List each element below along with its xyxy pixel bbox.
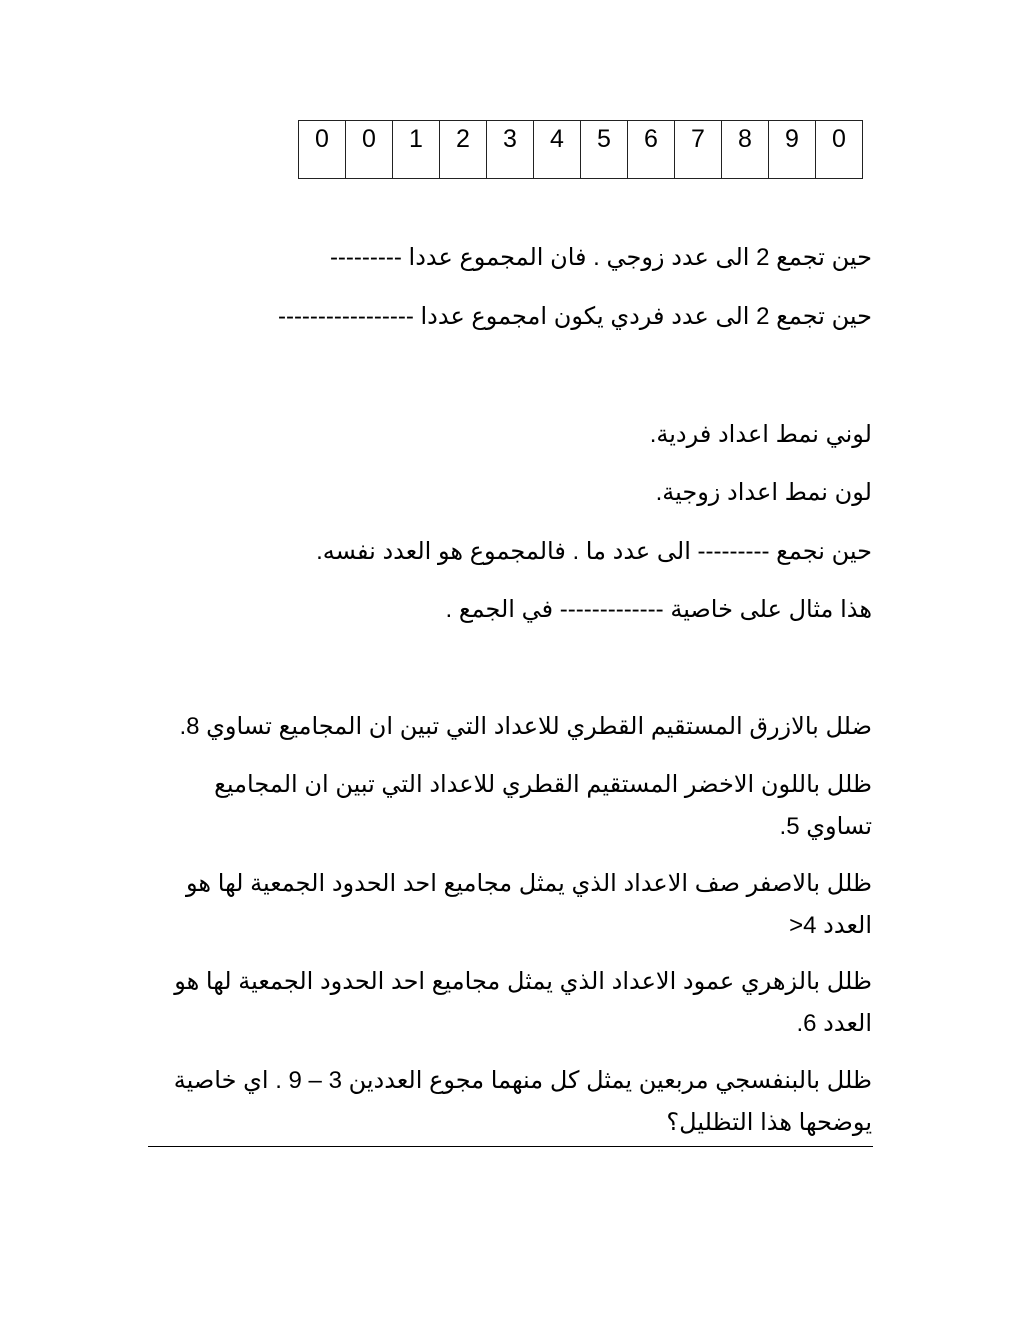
color-odd-pattern: لوني نمط اعداد فردية. [649, 421, 872, 448]
instruction-green-diagonal: ظلل باللون الاخضر المستقيم القطري للاعداد التي تبين ان المجاميع تساوي 5. [214, 771, 872, 840]
number-cell: 0 [816, 121, 863, 179]
instruction-pink-column: ظلل بالزهري عمود الاعداد الذي يمثل مجاميع احد الحدود الجمعية لها هو العدد 6. [174, 968, 872, 1037]
even-sum-question: حين تجمع 2 الى عدد زوجي . فان المجموع عددا --------- [329, 244, 872, 271]
number-cell: 3 [487, 121, 534, 179]
instruction-blue-diagonal: ضلل بالازرق المستقيم القطري للاعداد التي تبين ان المجاميع تساوي 8. [179, 713, 872, 740]
number-cell: 2 [440, 121, 487, 179]
number-cell: 0 [346, 121, 393, 179]
property-question: هذا مثال على خاصية ------------- في الجمع . [445, 596, 872, 623]
color-even-pattern: لون نمط اعداد زوجية. [655, 479, 872, 506]
number-cell: 9 [769, 121, 816, 179]
instruction-purple-squares: ظلل بالبنفسجي مربعين يمثل كل منهما مجوع العددين 3 – 9 . اي خاصية يوضحها هذا التظليل؟ [173, 1067, 872, 1136]
number-cell: 6 [628, 121, 675, 179]
identity-question: حين نجمع --------- الى عدد ما . فالمجموع هو العدد نفسه. [316, 538, 872, 565]
divider-line [148, 1146, 873, 1147]
odd-sum-question: حين تجمع 2 الى عدد فردي يكون امجموع عددا ----------------- [277, 303, 872, 330]
number-cell: 0 [299, 121, 346, 179]
number-grid-row [299, 121, 863, 179]
number-cell: 7 [675, 121, 722, 179]
number-grid [298, 120, 863, 179]
number-cell: 8 [722, 121, 769, 179]
number-cell: 5 [581, 121, 628, 179]
instruction-yellow-row: ظلل بالاصفر صف الاعداد الذي يمثل مجاميع احد الحدود الجمعية لها هو العدد 4< [186, 870, 872, 939]
number-cell: 1 [393, 121, 440, 179]
number-cell: 4 [534, 121, 581, 179]
